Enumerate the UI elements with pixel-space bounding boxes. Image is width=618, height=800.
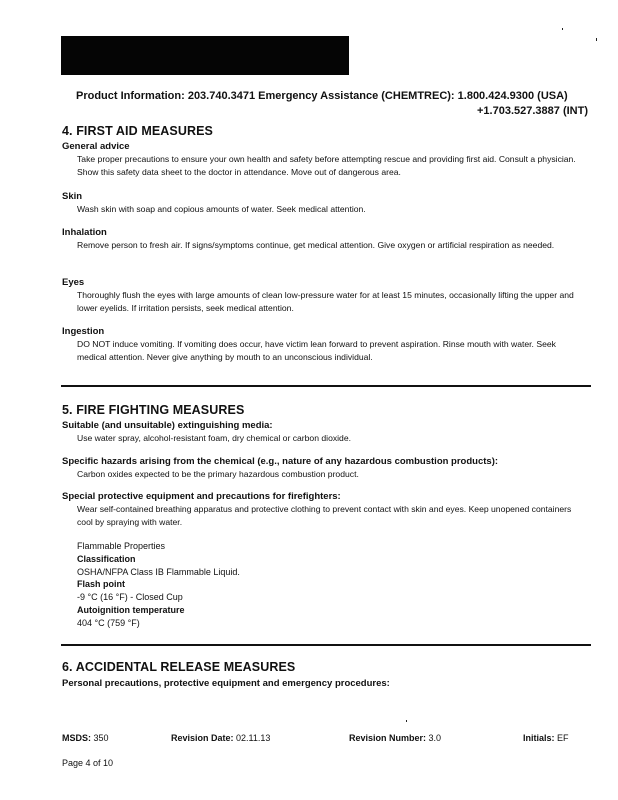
personal-precautions-label: Personal precautions, protective equipment and emergency procedures:: [62, 678, 390, 689]
classification-value: OSHA/NFPA Class IB Flammable Liquid.: [77, 566, 240, 577]
footer-revision-date: Revision Date: 02.11.13: [171, 733, 271, 743]
section-5-title: 5. FIRE FIGHTING MEASURES: [62, 403, 245, 417]
footer-msds: MSDS: 350: [62, 733, 109, 743]
page-number: Page 4 of 10: [62, 758, 114, 768]
autoignition-label: Autoignition temperature: [77, 604, 185, 615]
contact-line-2: +1.703.527.3887 (INT): [477, 105, 588, 117]
footer-initials: Initials: EF: [523, 733, 569, 743]
section-4-title: 4. FIRST AID MEASURES: [62, 124, 213, 138]
specific-hazards-label: Specific hazards arising from the chemical (e.g., nature of any hazardous combustion products):: [62, 456, 499, 467]
inhalation-text: Remove person to fresh air. If signs/symptoms continue, get medical attention. Give oxygen or artificial respiration as needed.: [77, 240, 555, 250]
eyes-label: Eyes: [62, 277, 85, 288]
flash-point-value: -9 °C (16 °F) - Closed Cup: [77, 592, 183, 603]
specific-hazards-text: Carbon oxides expected to be the primary hazardous combustion product.: [77, 469, 359, 479]
ingestion-text: DO NOT induce vomiting. If vomiting does occur, have victim lean forward to prevent aspiration. Rinse mouth with water. Seek medical attention. Never give anything by mouth to an unconscious individual.: [77, 339, 556, 362]
flammable-properties: [77, 540, 240, 630]
protective-equipment-label: Special protective equipment and precautions for firefighters:: [62, 491, 341, 502]
scan-speck: [562, 28, 563, 30]
flash-point-label: Flash point: [77, 579, 125, 590]
skin-text: Wash skin with soap and copious amounts of water. Seek medical attention.: [77, 204, 366, 214]
extinguishing-media-label: Suitable (and unsuitable) extinguishing media:: [62, 420, 273, 431]
general-advice-label: General advice: [62, 141, 130, 152]
ingestion-label: Ingestion: [62, 326, 105, 337]
flammable-properties-heading: Flammable Properties: [77, 541, 166, 551]
protective-equipment-text: Wear self-contained breathing apparatus and protective clothing to prevent contact with skin and eyes. Keep unopened containers cool by spraying with water.: [77, 504, 572, 527]
scan-speck: [596, 38, 597, 41]
extinguishing-media-text: Use water spray, alcohol-resistant foam, dry chemical or carbon dioxide.: [77, 433, 352, 443]
scan-speck: [406, 720, 407, 722]
autoignition-value: 404 °C (759 °F): [77, 617, 140, 628]
section-divider: [61, 385, 591, 387]
classification-label: Classification: [77, 553, 136, 564]
redacted-logo-block: [61, 36, 349, 75]
contact-line-1: Product Information: 203.740.3471 Emergency Assistance (CHEMTREC): 1.800.424.9300 (USA): [76, 90, 568, 102]
skin-label: Skin: [62, 191, 83, 202]
section-divider: [61, 644, 591, 646]
general-advice-text: Take proper precautions to ensure your own health and safety before attempting rescue and providing first aid. Consult a physician. Show this safety data sheet to the doctor in attendance. Move out of dangerous area.: [77, 154, 576, 177]
footer-revision-number: Revision Number: 3.0: [349, 733, 442, 743]
inhalation-label: Inhalation: [62, 227, 107, 238]
eyes-text: Thoroughly flush the eyes with large amounts of clean low-pressure water for at least 15 minutes, occasionally lifting the upper and lower eyelids. If irritation persists, seek medical attention.: [77, 290, 574, 313]
section-6-title: 6. ACCIDENTAL RELEASE MEASURES: [62, 660, 296, 674]
contact-info: [70, 89, 588, 119]
